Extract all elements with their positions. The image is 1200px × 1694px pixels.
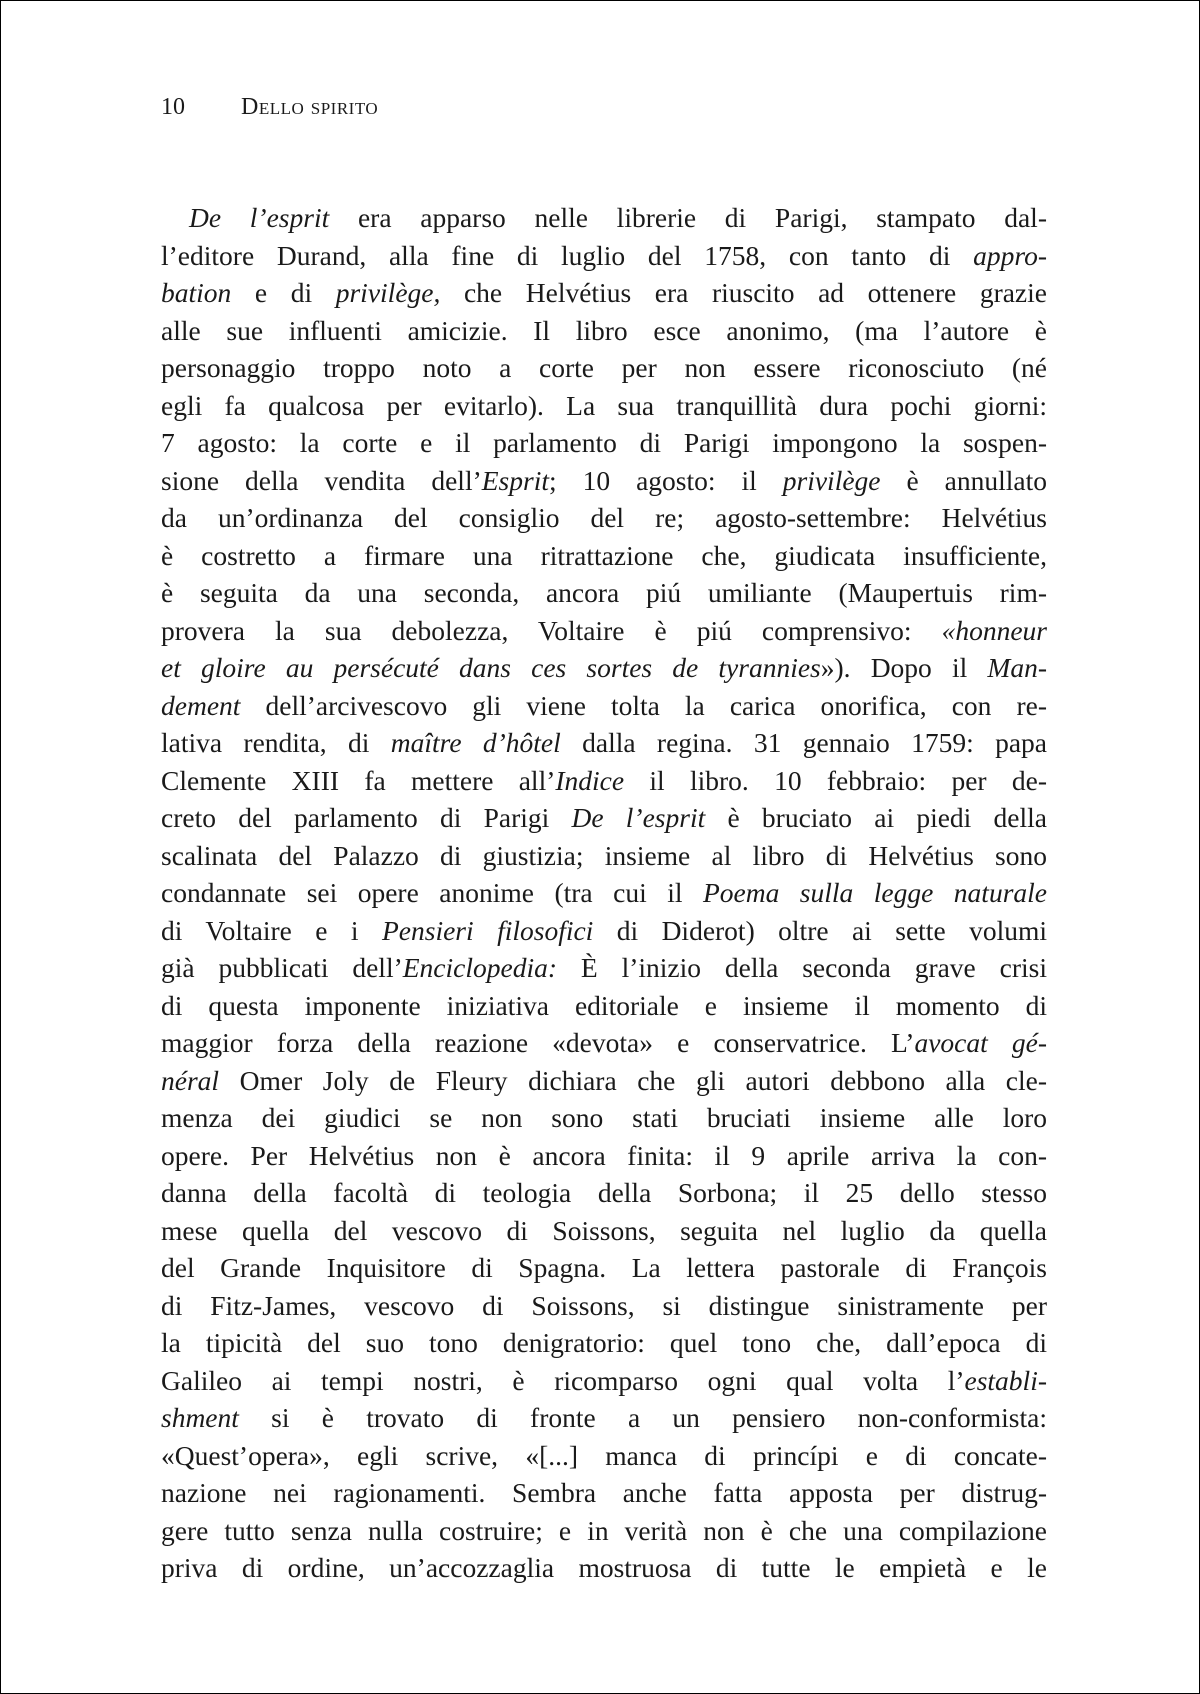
text-line xyxy=(161,499,1047,537)
text-run: opere. Per Helvétius non è ancora finita: il 9 aprile arriva la con- xyxy=(161,1139,1047,1171)
body-paragraph xyxy=(161,199,1047,1587)
text-run: già pubblicati dell’ xyxy=(161,952,403,983)
text-line xyxy=(161,424,1047,462)
text-run: è seguita da una seconda, ancora piú umiliante (Maupertuis rim- xyxy=(161,577,1047,608)
text-run: l’editore Durand, alla fine di luglio del 1758, con tanto di xyxy=(161,239,974,271)
text-run: »). Dopo il xyxy=(820,652,988,683)
text-line xyxy=(161,1549,1047,1587)
text-line xyxy=(161,1324,1047,1362)
text-line xyxy=(161,649,1047,687)
text-run: Clemente XIII fa mettere all’ xyxy=(161,764,556,796)
text-line xyxy=(161,1024,1047,1062)
text-run: si è trovato di fronte a un pensiero non-conformista: xyxy=(238,1402,1047,1433)
italic-text: Esprit xyxy=(481,464,549,496)
text-run: di Fitz-James, vescovo di Soissons, si distingue sinistramente per xyxy=(161,1289,1047,1321)
text-run: gere tutto senza nulla costruire; e in verità non è che una compilazione xyxy=(161,1514,1047,1546)
text-run: scalinata del Palazzo di giustizia; insieme al libro di Helvétius sono xyxy=(161,839,1047,871)
italic-text: appro- xyxy=(973,239,1047,271)
italic-text: De l’esprit xyxy=(571,802,706,833)
text-line xyxy=(161,874,1047,912)
text-line xyxy=(161,724,1047,762)
text-line xyxy=(161,199,1047,237)
text-run: e di xyxy=(231,277,336,308)
text-run: era apparso nelle librerie di Parigi, stampato dal- xyxy=(329,202,1047,233)
text-run: «Quest’opera», egli scrive, «[...] manca di princípi e di concate- xyxy=(161,1439,1047,1471)
italic-text: shment xyxy=(161,1402,239,1433)
italic-text: Enciclopedia: xyxy=(402,952,557,983)
italic-text: Pensieri filosofici xyxy=(382,914,594,946)
italic-text: «honneur xyxy=(941,614,1047,646)
running-head xyxy=(161,91,378,123)
text-run: sione della vendita dell’ xyxy=(161,464,482,496)
text-line xyxy=(161,912,1047,950)
text-run: maggior forza della reazione «devota» e conservatrice. L’ xyxy=(161,1027,915,1058)
text-run: è costretto a firmare una ritrattazione che, giudicata insufficiente, xyxy=(161,539,1047,571)
text-run: menza dei giudici se non sono stati bruciati insieme alle loro xyxy=(161,1102,1047,1133)
text-line xyxy=(161,1474,1047,1512)
text-run: personaggio troppo noto a corte per non essere riconosciuto (né xyxy=(161,352,1047,383)
text-line xyxy=(161,1437,1047,1475)
text-run: Omer Joly de Fleury dichiara che gli autori debbono alla cle- xyxy=(219,1064,1047,1096)
text-line xyxy=(161,987,1047,1025)
text-run: la tipicità del suo tono denigratorio: quel tono che, dall’epoca di xyxy=(161,1327,1047,1358)
text-line xyxy=(161,312,1047,350)
text-line xyxy=(161,612,1047,650)
text-run: lativa rendita, di xyxy=(161,727,391,758)
text-run: creto del parlamento di Parigi xyxy=(161,802,572,833)
text-line xyxy=(161,1062,1047,1100)
text-run: mese quella del vescovo di Soissons, seguita nel luglio da quella xyxy=(161,1214,1047,1246)
text-line xyxy=(161,1249,1047,1287)
italic-text: bation xyxy=(161,277,232,308)
text-line xyxy=(161,1399,1047,1437)
text-run: dell’arcivescovo gli viene tolta la carica onorifica, con re- xyxy=(240,689,1047,721)
text-run: condannate sei opere anonime (tra cui il xyxy=(161,877,703,908)
text-run: nazione nei ragionamenti. Sembra anche fatta apposta per distrug- xyxy=(161,1477,1047,1508)
italic-text: avocat gé- xyxy=(914,1027,1047,1058)
italic-text: privilège xyxy=(782,464,881,496)
text-line xyxy=(161,1099,1047,1137)
text-run: del Grande Inquisitore di Spagna. La lettera pastorale di François xyxy=(161,1252,1047,1283)
italic-text: privilège, xyxy=(335,277,441,308)
text-run: che Helvétius era riuscito ad ottenere grazie xyxy=(440,277,1047,308)
text-run: ; 10 agosto: il xyxy=(548,464,783,496)
text-line xyxy=(161,799,1047,837)
text-run: alle sue influenti amicizie. Il libro esce anonimo, (ma l’autore è xyxy=(161,314,1047,346)
text-line xyxy=(161,949,1047,987)
text-line xyxy=(161,1212,1047,1250)
text-line xyxy=(161,837,1047,875)
text-line xyxy=(161,274,1047,312)
text-line xyxy=(161,1137,1047,1175)
italic-text: Indice xyxy=(555,764,625,796)
text-line xyxy=(161,387,1047,425)
text-line xyxy=(161,537,1047,575)
italic-text: Man- xyxy=(987,652,1047,683)
text-run: Galileo ai tempi nostri, è ricomparso ogni qual volta l’ xyxy=(161,1364,965,1396)
text-run: da un’ordinanza del consiglio del re; agosto-settembre: Helvétius xyxy=(161,502,1047,533)
italic-text: Poema sulla legge naturale xyxy=(702,877,1047,908)
text-line xyxy=(161,1287,1047,1325)
text-line xyxy=(161,687,1047,725)
text-run: di Diderot) oltre ai sette volumi xyxy=(593,914,1047,946)
running-title: Dello spirito xyxy=(241,94,379,120)
text-line xyxy=(161,237,1047,275)
text-line xyxy=(161,1362,1047,1400)
page-number: 10 xyxy=(161,94,185,120)
italic-text: dement xyxy=(161,689,241,721)
italic-text: maître d’hôtel xyxy=(390,727,561,758)
text-line xyxy=(161,462,1047,500)
text-run: egli fa qualcosa per evitarlo). La sua tranquillità dura pochi giorni: xyxy=(161,389,1047,421)
text-run: danna della facoltà di teologia della Sorbona; il 25 dello stesso xyxy=(161,1177,1047,1208)
text-run: dalla regina. 31 gennaio 1759: papa xyxy=(560,727,1048,758)
text-run: di Voltaire e i xyxy=(161,914,382,946)
text-line xyxy=(161,1174,1047,1212)
text-line xyxy=(161,762,1047,800)
italic-text: et gloire au persécuté dans ces sortes de tyrannies xyxy=(161,652,821,683)
text-run: priva di ordine, un’accozzaglia mostruosa di tutte le empietà e le xyxy=(161,1552,1047,1583)
text-run: è annullato xyxy=(880,464,1047,496)
text-run: di questa imponente iniziativa editoriale e insieme il momento di xyxy=(161,989,1047,1021)
text-run: il libro. 10 febbraio: per de- xyxy=(624,764,1047,796)
text-run: È l’inizio della seconda grave crisi xyxy=(557,952,1047,983)
italic-text: De l’esprit xyxy=(189,202,330,233)
text-run: provera la sua debolezza, Voltaire è piú comprensivo: xyxy=(161,614,942,646)
text-run: 7 agosto: la corte e il parlamento di Parigi impongono la sospen- xyxy=(161,427,1047,458)
text-line xyxy=(161,349,1047,387)
text-line xyxy=(161,1512,1047,1550)
italic-text: néral xyxy=(161,1064,220,1096)
text-line xyxy=(161,574,1047,612)
italic-text: establi- xyxy=(964,1364,1047,1396)
text-run: è bruciato ai piedi della xyxy=(705,802,1047,833)
